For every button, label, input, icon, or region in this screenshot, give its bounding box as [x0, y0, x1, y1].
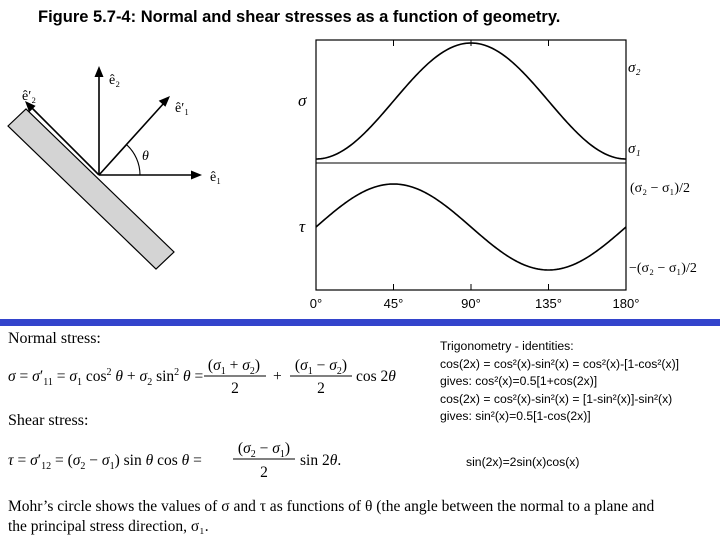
sin2x-identity: sin(2x)=2sin(x)cos(x) [466, 455, 580, 469]
svg-text:cos 2θ: cos 2θ [356, 368, 396, 385]
section-divider [0, 319, 720, 326]
svg-text:σ = σ′11 = σ1 cos2 θ + σ2 sin2: $\sigma = \sigma'_{11} = \sigma_1$ $\cos^2 \theta + \sigma_2$ $\sin^2 \theta$ = [8, 367, 204, 388]
svg-text:(σ1 + σ2): $(\sigma_1 + \sigma_2)$ [207, 357, 261, 377]
svg-text:2: 2 [231, 380, 239, 397]
sigma1-label: σ₁ [628, 141, 641, 157]
svg-text:2: 2 [317, 380, 325, 397]
svg-text:(σ1 − σ2): $(\sigma_1 - \sigma_2)$ [294, 357, 348, 377]
tau-curve [316, 184, 626, 270]
trig-line: gives: cos²(x)=0.5[1+cos(2x)] [440, 374, 598, 389]
figure-title: Figure 5.7-4: Normal and shear stresses as a function of geometry. [38, 8, 561, 26]
trig-line: gives: sin²(x)=0.5[1-cos(2x)] [440, 409, 591, 424]
half-difference-label: (σ₂ − σ₁)/2 [630, 181, 690, 196]
svg-text:τ = σ′12 = (σ2 − σ1) sin θ cos: $\tau = \sigma'_{12} = (\sigma_2 - \sigma_1)$ sin θ cos θ = [8, 452, 202, 472]
shear-stress-heading: Shear stress: [8, 412, 89, 429]
trig-line: cos(2x) = cos²(x)-sin²(x) = [1-sin²(x)]-sin²(x) [440, 391, 673, 406]
e2-prime-label: ê′₂ [22, 89, 37, 104]
svg-text:2: 2 [260, 464, 268, 481]
e1-prime-vector [99, 103, 164, 175]
e1-prime-label: ê′₁ [175, 101, 190, 116]
mohr-circle-paragraph [8, 497, 720, 537]
shear-stress-equation [4, 434, 364, 482]
theta-arc [127, 145, 140, 175]
mohr-line: the principal stress direction, σ₁. [8, 518, 209, 535]
svg-text:(σ2 − σ1): $(\sigma_2 - \sigma_1)$ [237, 440, 291, 460]
svg-text:sin 2θ.: sin 2θ. [300, 452, 342, 469]
normal-stress-heading: Normal stress: [8, 330, 101, 347]
trig-line: Trigonometry - identities: [440, 339, 574, 353]
sigma-axis-label: σ [298, 91, 307, 110]
trig-line: cos(2x) = cos²(x)-sin²(x) = cos²(x)-[1-cos²(x)] [440, 356, 680, 371]
x-tick-label: 180° [612, 296, 640, 311]
plot-frame [316, 40, 626, 290]
normal-stress-equation [4, 352, 404, 398]
inclined-plate [8, 109, 174, 269]
tau-axis-label: τ [299, 217, 306, 236]
neg-half-difference-label: −(σ₂ − σ₁)/2 [629, 261, 697, 276]
svg-text:+: + [273, 368, 282, 385]
e1-label: ê₁ [210, 170, 222, 185]
theta-label: θ [142, 149, 149, 164]
sigma2-label: σ₂ [628, 60, 641, 76]
x-tick-label: 90° [461, 296, 481, 311]
x-tick-label: 0° [309, 296, 323, 311]
x-tick-label: 45° [383, 296, 404, 311]
e2-label: ê₂ [109, 73, 121, 88]
mohr-line: Mohr’s circle shows the values of σ and τ as functions of θ (the angle between the normal to a plane and [8, 498, 655, 515]
trig-identities [440, 338, 679, 426]
x-tick-label: 135° [535, 296, 562, 311]
sigma-curve [316, 43, 626, 159]
